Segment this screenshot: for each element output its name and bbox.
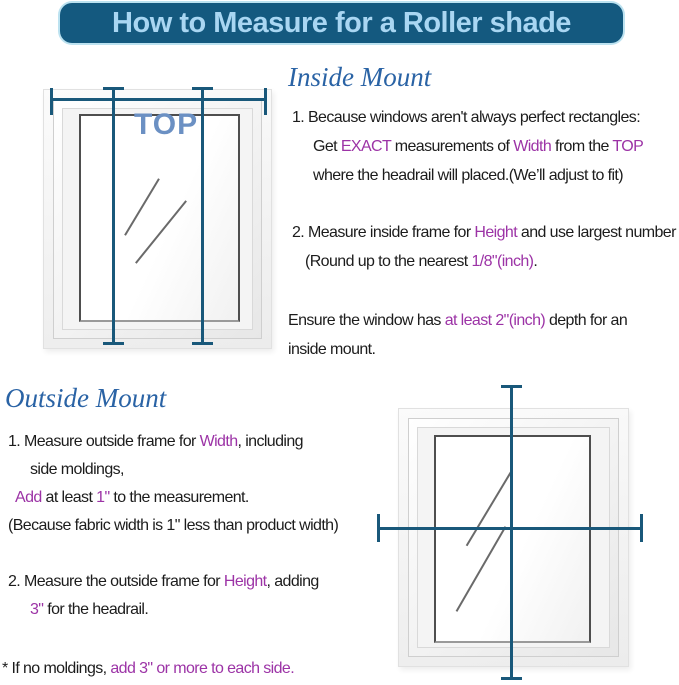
outside-mount-item-2 — [8, 568, 319, 624]
instruction-line — [292, 218, 676, 247]
outside-width-left-cap — [377, 514, 380, 542]
text-segment: side moldings, — [30, 461, 124, 478]
text-segment: 1. Measure outside frame for — [8, 433, 200, 450]
text-segment: 1. Because windows aren't always perfect rectangles: — [292, 109, 641, 126]
text-segment: , adding — [266, 573, 319, 590]
text-segment: Get — [313, 138, 341, 155]
text-segment: 1" — [96, 489, 110, 506]
text-segment: at least — [41, 489, 97, 506]
outside-mount-footnote — [2, 655, 294, 683]
text-segment: 2. Measure the outside frame for — [8, 573, 224, 590]
page-title: How to Measure for a Roller shade — [112, 6, 571, 39]
instruction-line — [292, 247, 676, 276]
text-segment: 3" — [30, 601, 44, 618]
text-segment: depth for an — [545, 312, 628, 329]
height-measure-right-bottom-cap — [192, 342, 213, 345]
outside-mount-item-1 — [8, 428, 338, 540]
text-segment: Height — [474, 224, 518, 241]
outside-mount-heading: Outside Mount — [5, 383, 167, 413]
outside-mount-window-illustration — [398, 408, 629, 667]
text-segment: 1/8"(inch) — [471, 253, 534, 270]
width-measure-line — [51, 98, 266, 101]
outside-width-measure-line — [378, 527, 642, 530]
text-segment: add 3" or more to each side. — [110, 660, 295, 677]
outside-height-bottom-cap — [501, 677, 522, 680]
instruction-line — [8, 568, 319, 596]
instruction-line — [288, 306, 627, 335]
text-segment: for the headrail. — [43, 601, 149, 618]
instruction-line — [8, 512, 338, 540]
inside-mount-item-1 — [292, 103, 643, 190]
outside-width-right-cap — [640, 514, 643, 542]
text-segment: from the — [551, 138, 613, 155]
instruction-line — [8, 484, 338, 512]
inside-mount-depth-note — [288, 306, 627, 364]
instruction-line — [292, 161, 643, 190]
text-segment: to the measurement. — [109, 489, 249, 506]
height-measure-left-top-cap — [103, 87, 124, 90]
text-segment: . — [533, 253, 538, 270]
inside-mount-heading: Inside Mount — [288, 62, 432, 92]
height-measure-line-left — [112, 88, 115, 345]
text-segment: * If no moldings, — [2, 660, 111, 677]
width-measure-left-cap — [50, 88, 53, 115]
instruction-line — [292, 103, 643, 132]
instruction-line — [2, 655, 294, 683]
height-measure-left-bottom-cap — [103, 342, 124, 345]
text-segment: TOP — [612, 138, 644, 155]
top-label: TOP — [134, 108, 199, 141]
text-segment: and use largest number — [517, 224, 676, 241]
height-measure-right-top-cap — [192, 87, 213, 90]
instruction-line — [292, 132, 643, 161]
text-segment: (Because fabric width is 1" less than product width) — [8, 517, 339, 534]
text-segment: (Round up to the nearest — [305, 253, 472, 270]
text-segment: inside mount. — [288, 341, 376, 358]
text-segment: measurements of — [390, 138, 514, 155]
window-glass — [79, 114, 240, 322]
text-segment: at least 2"(inch) — [444, 312, 546, 329]
text-segment: Ensure the window has — [288, 312, 445, 329]
instruction-line — [8, 428, 338, 456]
instruction-line — [288, 335, 627, 364]
text-segment: Add — [15, 489, 42, 506]
instruction-line — [8, 596, 319, 624]
text-segment: where the headrail will placed.(We’ll adjust to fit) — [313, 167, 623, 184]
text-segment: Height — [223, 573, 267, 590]
outside-height-top-cap — [501, 385, 522, 388]
text-segment: Width — [513, 138, 552, 155]
width-measure-right-cap — [264, 88, 267, 115]
text-segment: 2. Measure inside frame for — [292, 224, 475, 241]
title-banner — [60, 3, 623, 43]
text-segment: Width — [199, 433, 238, 450]
text-segment: EXACT — [340, 138, 391, 155]
inside-mount-item-2 — [292, 218, 676, 276]
text-segment: , including — [237, 433, 303, 450]
height-measure-line-right — [201, 88, 204, 345]
instruction-line — [8, 456, 338, 484]
outside-height-measure-line — [510, 386, 513, 679]
